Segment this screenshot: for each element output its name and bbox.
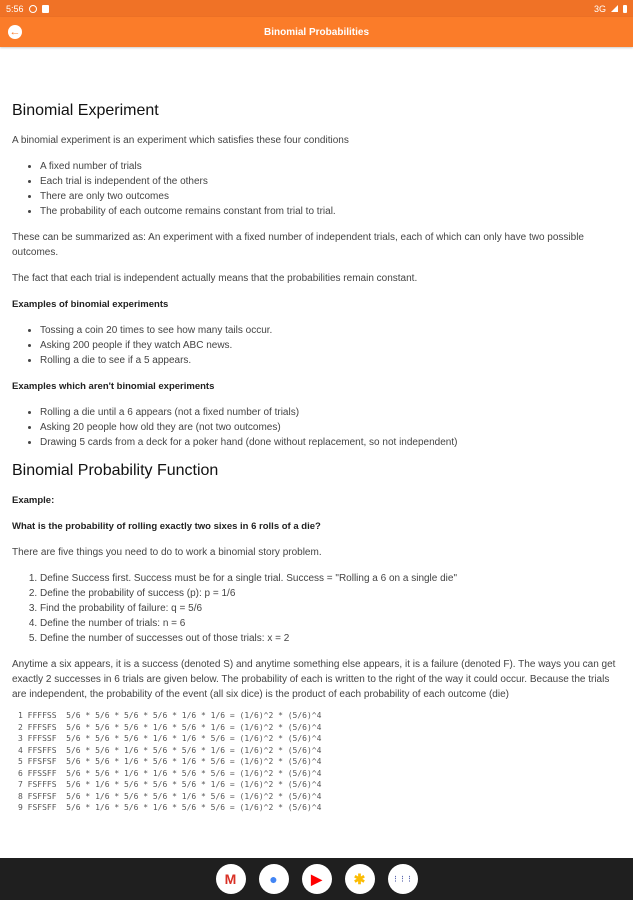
list-item: • Rolling a die until a 6 appears (not a fixed number of trials)	[40, 405, 621, 420]
signal-icon	[611, 5, 618, 12]
chrome-icon[interactable]: ●	[259, 864, 289, 894]
table-row: 6 FFSSFF 5/6 * 5/6 * 1/6 * 1/6 * 5/6 * 5/6 = (1/6)^2 * (5/6)^4	[18, 768, 322, 778]
table-row: 4 FFSFFS 5/6 * 5/6 * 1/6 * 5/6 * 5/6 * 1/6 = (1/6)^2 * (5/6)^4	[18, 745, 322, 755]
subheading: Example:	[12, 495, 55, 506]
table-row: 8 FSFFSF 5/6 * 1/6 * 5/6 * 5/6 * 1/6 * 5/6 = (1/6)^2 * (5/6)^4	[18, 791, 322, 801]
outcomes-table	[18, 710, 621, 814]
article[interactable]	[0, 47, 633, 858]
paragraph: Anytime a six appears, it is a success (denoted S) and anytime something else appears, it is a failure (denoted F). The ways you can get exactly 2 successes in 6 trials are given below. The probability of each is written to the right of the way it could occur. Because the trials are independent, the probability of the event (all six dice) is the product of each probability of each outcome (die)	[12, 659, 616, 700]
list-item: • A fixed number of trials	[40, 159, 621, 174]
clock: 5:56	[6, 3, 24, 14]
list-item: 3. Find the probability of failure: q = 5/6	[40, 601, 621, 616]
youtube-icon[interactable]: ▶	[302, 864, 332, 894]
photos-icon[interactable]: ✱	[345, 864, 375, 894]
list-item: 4. Define the number of trials: n = 6	[40, 616, 621, 631]
status-bar	[0, 0, 633, 17]
list-item: • Each trial is independent of the others	[40, 174, 621, 189]
table-row: 5 FFSFSF 5/6 * 5/6 * 1/6 * 5/6 * 1/6 * 5/6 = (1/6)^2 * (5/6)^4	[18, 757, 322, 766]
list-item: • The probability of each outcome remains constant from trial to trial.	[40, 204, 621, 219]
paragraph: There are five things you need to do to work a binomial story problem.	[12, 547, 322, 558]
list-item: • Asking 20 people how old they are (not two outcomes)	[40, 420, 621, 435]
list-item: • Tossing a coin 20 times to see how many tails occur.	[40, 323, 621, 338]
list-item: • Rolling a die to see if a 5 appears.	[40, 353, 621, 368]
app-drawer-icon[interactable]: ⋮⋮⋮	[388, 864, 418, 894]
battery-icon	[623, 5, 627, 13]
paragraph: These can be summarized as: An experiment with a fixed number of independent trials, each of which can only have two possible outcomes.	[12, 232, 584, 258]
table-row: 1 FFFFSS 5/6 * 5/6 * 5/6 * 5/6 * 1/6 * 1/6 = (1/6)^2 * (5/6)^4	[18, 711, 322, 720]
list-item: 1. Define Success first. Success must be for a single trial. Success = "Rolling a 6 on a single die"	[40, 571, 621, 586]
table-row: 7 FSFFFS 5/6 * 1/6 * 5/6 * 5/6 * 5/6 * 1/6 = (1/6)^2 * (5/6)^4	[18, 780, 322, 789]
subheading: Examples which aren't binomial experiments	[12, 381, 215, 392]
sim-icon	[42, 5, 49, 13]
list-item: • Asking 200 people if they watch ABC news.	[40, 338, 621, 353]
section-title: Binomial Experiment	[12, 102, 159, 119]
paragraph: The fact that each trial is independent actually means that the probabilities remain constant.	[12, 273, 418, 284]
settings-icon	[29, 5, 37, 13]
list-item: • There are only two outcomes	[40, 189, 621, 204]
paragraph: A binomial experiment is an experiment which satisfies these four conditions	[12, 135, 349, 146]
subheading: Examples of binomial experiments	[12, 299, 169, 310]
examples-list	[40, 323, 621, 368]
question: What is the probability of rolling exactly two sixes in 6 rolls of a die?	[12, 521, 321, 532]
back-arrow-icon[interactable]: ←	[9, 26, 21, 38]
page-title: Binomial Probabilities	[263, 26, 370, 38]
network-type: 3G	[593, 3, 606, 14]
table-row: 9 FSFSFF 5/6 * 1/6 * 5/6 * 1/6 * 5/6 * 5/6 = (1/6)^2 * (5/6)^4	[18, 803, 322, 812]
list-item: 2. Define the probability of success (p): p = 1/6	[40, 586, 621, 601]
table-row: 3 FFFSSF 5/6 * 5/6 * 5/6 * 1/6 * 1/6 * 5/6 = (1/6)^2 * (5/6)^4	[18, 734, 322, 743]
list-item: • Drawing 5 cards from a deck for a poker hand (done without replacement, so not independent)	[40, 435, 621, 450]
gmail-icon[interactable]: M	[216, 864, 246, 894]
list-item: 5. Define the number of successes out of those trials: x = 2	[40, 631, 621, 646]
nonexamples-list	[40, 405, 621, 450]
taskbar	[0, 858, 633, 900]
steps-list	[40, 571, 621, 646]
section-title: Binomial Probability Function	[12, 462, 219, 479]
app-bar	[0, 17, 633, 47]
conditions-list	[40, 159, 621, 219]
table-row: 2 FFFSFS 5/6 * 5/6 * 5/6 * 1/6 * 5/6 * 1/6 = (1/6)^2 * (5/6)^4	[18, 722, 322, 732]
